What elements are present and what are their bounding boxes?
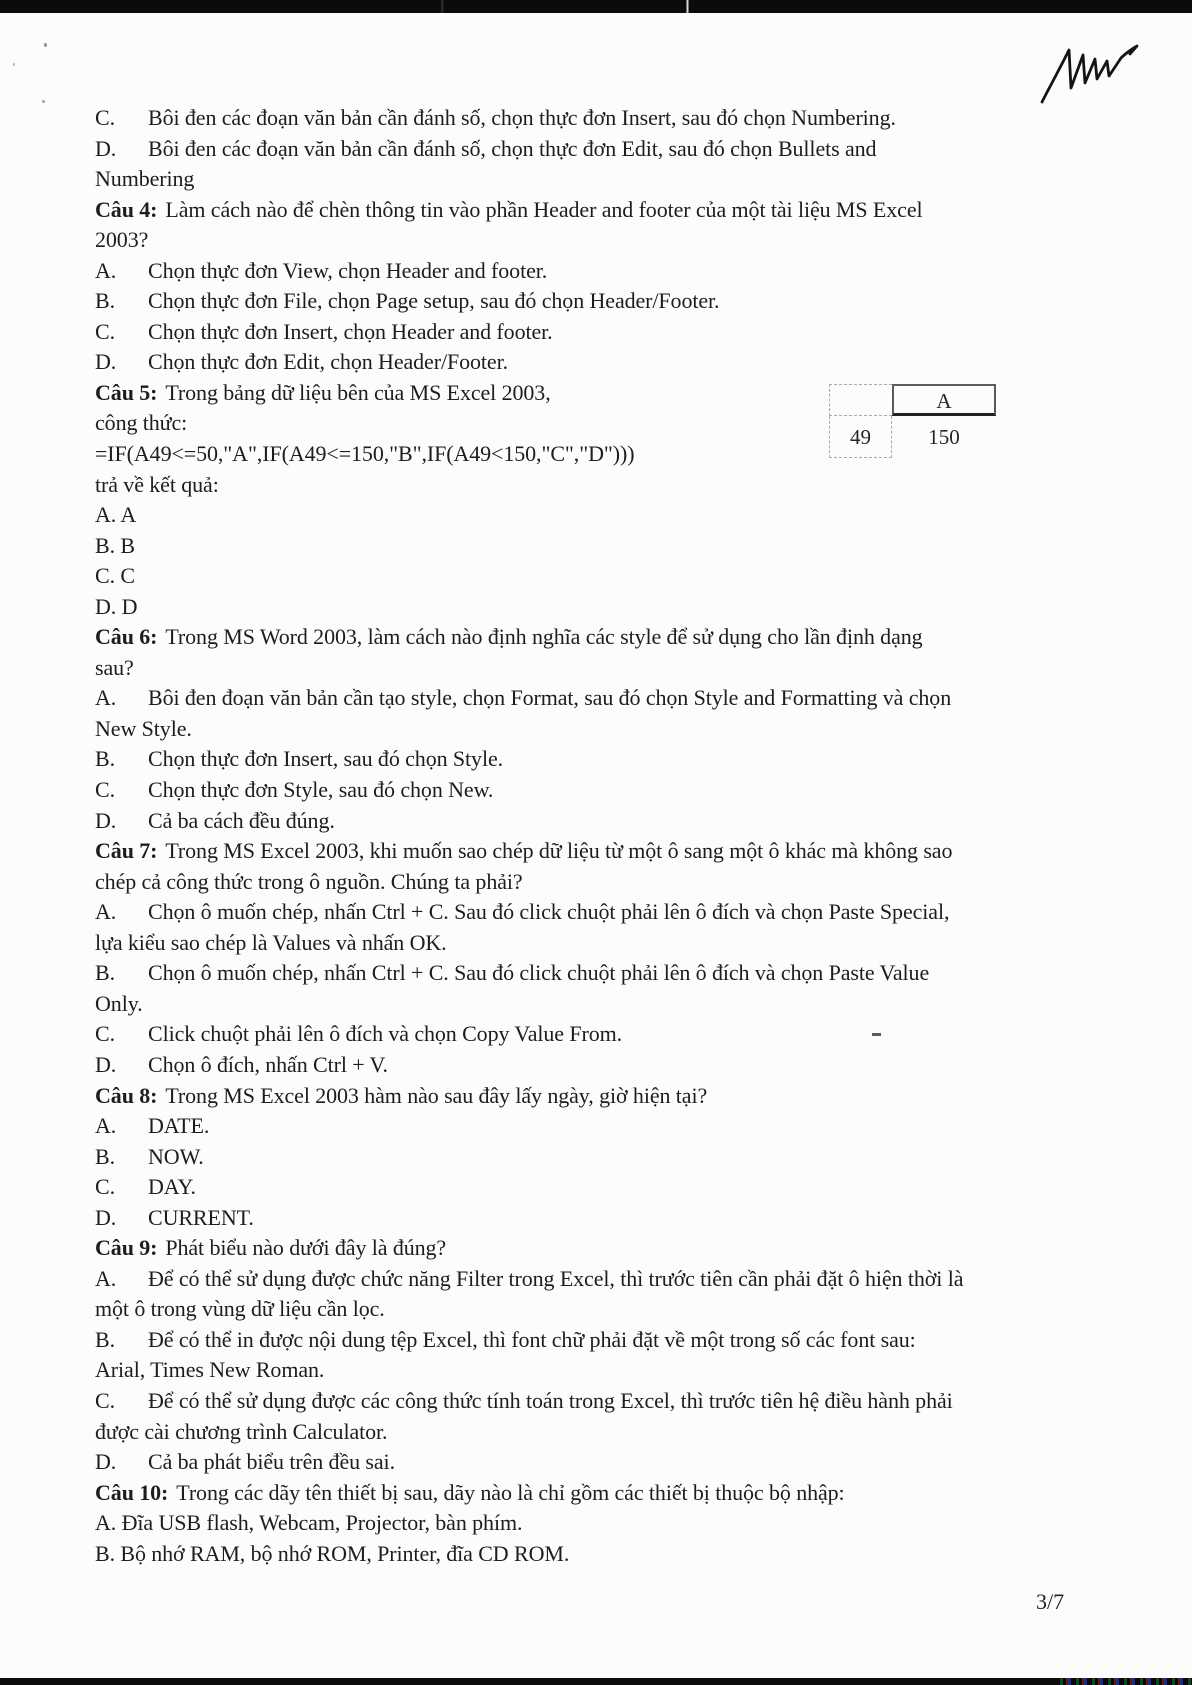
text-line: sau? bbox=[95, 654, 134, 680]
question-text: Phát biểu nào dưới đây là đúng? bbox=[165, 1235, 447, 1261]
answer-option bbox=[0, 256, 1192, 287]
question-number: Câu 5: bbox=[95, 379, 158, 405]
option-letter: D. bbox=[95, 1204, 117, 1230]
text-line: Numbering bbox=[95, 166, 195, 192]
question-text: Làm cách nào để chèn thông tin vào phần Header and footer của một tài liệu MS Excel bbox=[165, 196, 923, 222]
text-line: lựa kiểu sao chép là Values và nhấn OK. bbox=[95, 929, 447, 955]
option-text: Chọn ô đích, nhấn Ctrl + V. bbox=[148, 1051, 388, 1077]
question-text: Trong MS Excel 2003 hàm nào sau đây lấy ngày, giờ hiện tại? bbox=[165, 1082, 708, 1108]
option-letter: B. bbox=[95, 746, 115, 772]
option-text: Bôi đen đoạn văn bản cần tạo style, chọn Format, sau đó chọn Style and Formatting và chọn bbox=[148, 685, 952, 711]
option-text: CURRENT. bbox=[148, 1204, 254, 1230]
question-header bbox=[0, 378, 1192, 409]
document-lines bbox=[0, 103, 1192, 1569]
text-line: A. Đĩa USB flash, Webcam, Projector, bàn phím. bbox=[95, 1510, 523, 1536]
text-line: New Style. bbox=[95, 715, 192, 741]
answer-option bbox=[0, 1264, 1192, 1295]
answer-option bbox=[0, 1111, 1192, 1142]
option-letter: D. bbox=[95, 349, 117, 375]
text-line: C. C bbox=[95, 563, 135, 589]
option-letter: D. bbox=[95, 807, 117, 833]
option-text: Để có thể sử dụng được các công thức tính toán trong Excel, thì trước tiên hệ điều hành phải bbox=[148, 1387, 953, 1413]
option-text: Chọn thực đơn Style, sau đó chọn New. bbox=[148, 777, 494, 803]
excel-row-header: 49 bbox=[829, 416, 892, 458]
text-line: Only. bbox=[95, 990, 143, 1016]
question-number: Câu 8: bbox=[95, 1082, 158, 1108]
question-number: Câu 10: bbox=[95, 1479, 169, 1505]
question-header bbox=[0, 1081, 1192, 1112]
answer-option bbox=[0, 897, 1192, 928]
scan-artifact-top-bar bbox=[0, 0, 1192, 13]
option-text: Chọn thực đơn Insert, chọn Header and footer. bbox=[148, 318, 553, 344]
excel-data-row bbox=[829, 416, 996, 458]
answer-option bbox=[0, 1447, 1192, 1478]
answer-option bbox=[0, 103, 1192, 134]
answer-option bbox=[0, 134, 1192, 165]
excel-header-row bbox=[829, 384, 996, 416]
excel-cell-value: 150 bbox=[928, 425, 960, 449]
question-header bbox=[0, 836, 1192, 867]
option-letter: A. bbox=[95, 1113, 117, 1139]
option-letter: A. bbox=[95, 257, 117, 283]
option-letter: B. bbox=[95, 1143, 115, 1169]
question-number: Câu 9: bbox=[95, 1235, 158, 1261]
answer-option bbox=[0, 347, 1192, 378]
question-header bbox=[0, 622, 1192, 653]
option-text: Để có thể in được nội dung tệp Excel, thì font chữ phải đặt về một trong số các font sau: bbox=[148, 1326, 916, 1352]
question-number: Câu 6: bbox=[95, 624, 158, 650]
question-text: Trong các dãy tên thiết bị sau, dãy nào là chỉ gồm các thiết bị thuộc bộ nhập: bbox=[176, 1479, 845, 1505]
option-text: DAY. bbox=[148, 1174, 196, 1200]
option-letter: C. bbox=[95, 1387, 115, 1413]
option-text: Cả ba cách đều đúng. bbox=[148, 807, 335, 833]
text-line: D. D bbox=[95, 593, 138, 619]
text-line: Arial, Times New Roman. bbox=[95, 1357, 325, 1383]
text-line: =IF(A49<=50,"A",IF(A49<=150,"B",IF(A49<150,"C","D"))) bbox=[95, 441, 635, 467]
option-text: Bôi đen các đoạn văn bản cần đánh số, chọn thực đơn Insert, sau đó chọn Numbering. bbox=[148, 105, 896, 130]
option-text: Chọn thực đơn Insert, sau đó chọn Style. bbox=[148, 746, 504, 772]
option-text: Chọn thực đơn File, chọn Page setup, sau đó chọn Header/Footer. bbox=[148, 288, 720, 314]
question-text: Trong MS Word 2003, làm cách nào định nghĩa các style để sử dụng cho lần định dạng bbox=[165, 624, 923, 650]
option-text: Click chuột phải lên ô đích và chọn Copy Value From. bbox=[148, 1021, 623, 1047]
text-line: B. Bộ nhớ RAM, bộ nhớ ROM, Printer, đĩa CD ROM. bbox=[95, 1540, 570, 1566]
answer-option bbox=[0, 1142, 1192, 1173]
question-number: Câu 7: bbox=[95, 838, 158, 864]
page-number: 3/7 bbox=[1036, 1589, 1065, 1614]
answer-option bbox=[0, 1050, 1192, 1081]
answer-option bbox=[0, 1172, 1192, 1203]
option-letter: B. bbox=[95, 1326, 115, 1352]
answer-option bbox=[0, 317, 1192, 348]
option-letter: C. bbox=[95, 105, 115, 130]
answer-option bbox=[0, 1325, 1192, 1356]
text-line: A. A bbox=[95, 502, 137, 528]
option-text: DATE. bbox=[148, 1113, 210, 1139]
option-letter: C. bbox=[95, 1174, 115, 1200]
question-header bbox=[0, 1233, 1192, 1264]
option-text: NOW. bbox=[148, 1143, 204, 1169]
option-text: Chọn ô muốn chép, nhấn Ctrl + C. Sau đó click chuột phải lên ô đích và chọn Paste Value bbox=[148, 960, 930, 986]
question-text: Trong MS Excel 2003, khi muốn sao chép dữ liệu từ một ô sang một ô khác mà không sao bbox=[165, 838, 953, 864]
scan-speck bbox=[44, 43, 47, 47]
option-letter: D. bbox=[95, 135, 117, 161]
option-text: Bôi đen các đoạn văn bản cần đánh số, chọn thực đơn Edit, sau đó chọn Bullets and bbox=[148, 135, 877, 161]
signature-scribble bbox=[1038, 40, 1140, 108]
option-letter: A. bbox=[95, 1265, 117, 1291]
option-letter: B. bbox=[95, 960, 115, 986]
option-letter: D. bbox=[95, 1051, 117, 1077]
text-line: trả về kết quả: bbox=[95, 471, 219, 497]
option-letter: C. bbox=[95, 1021, 115, 1047]
question-header bbox=[0, 1478, 1192, 1509]
option-letter: A. bbox=[95, 899, 117, 925]
question-text: Trong bảng dữ liệu bên của MS Excel 2003, bbox=[165, 379, 551, 405]
text-line: được cài chương trình Calculator. bbox=[95, 1418, 388, 1444]
answer-option bbox=[0, 775, 1192, 806]
answer-option bbox=[0, 1019, 1192, 1050]
answer-option bbox=[0, 958, 1192, 989]
excel-column-header: A bbox=[892, 384, 996, 416]
excel-inset-table bbox=[829, 384, 996, 458]
text-line: công thức: bbox=[95, 410, 188, 436]
scan-artifact-bottom-bar bbox=[0, 1678, 1192, 1685]
option-text: Chọn thực đơn Edit, chọn Header/Footer. bbox=[148, 349, 508, 375]
question-header bbox=[0, 195, 1192, 226]
text-line: B. B bbox=[95, 532, 135, 558]
answer-option bbox=[0, 806, 1192, 837]
question-number: Câu 4: bbox=[95, 196, 158, 222]
answer-option bbox=[0, 744, 1192, 775]
answer-option bbox=[0, 286, 1192, 317]
option-letter: B. bbox=[95, 288, 115, 314]
scan-speck bbox=[13, 63, 15, 66]
answer-option bbox=[0, 1203, 1192, 1234]
option-letter: C. bbox=[95, 318, 115, 344]
excel-corner-cell bbox=[829, 384, 892, 416]
option-letter: D. bbox=[95, 1449, 117, 1475]
option-letter: C. bbox=[95, 777, 115, 803]
answer-option bbox=[0, 683, 1192, 714]
option-text: Cả ba phát biểu trên đều sai. bbox=[148, 1449, 395, 1475]
option-text: Chọn thực đơn View, chọn Header and footer. bbox=[148, 257, 548, 283]
answer-option bbox=[0, 1386, 1192, 1417]
scan-artifact-noise bbox=[1060, 1678, 1192, 1685]
option-text: Để có thể sử dụng được chức năng Filter trong Excel, thì trước tiên cần phải đặt ô hiện thời là bbox=[148, 1265, 964, 1291]
text-line: 2003? bbox=[95, 227, 149, 253]
text-line: chép cả công thức trong ô nguồn. Chúng ta phải? bbox=[95, 868, 523, 894]
option-letter: A. bbox=[95, 685, 117, 711]
option-text: Chọn ô muốn chép, nhấn Ctrl + C. Sau đó click chuột phải lên ô đích và chọn Paste Special, bbox=[148, 899, 950, 925]
text-line: một ô trong vùng dữ liệu cần lọc. bbox=[95, 1296, 385, 1322]
